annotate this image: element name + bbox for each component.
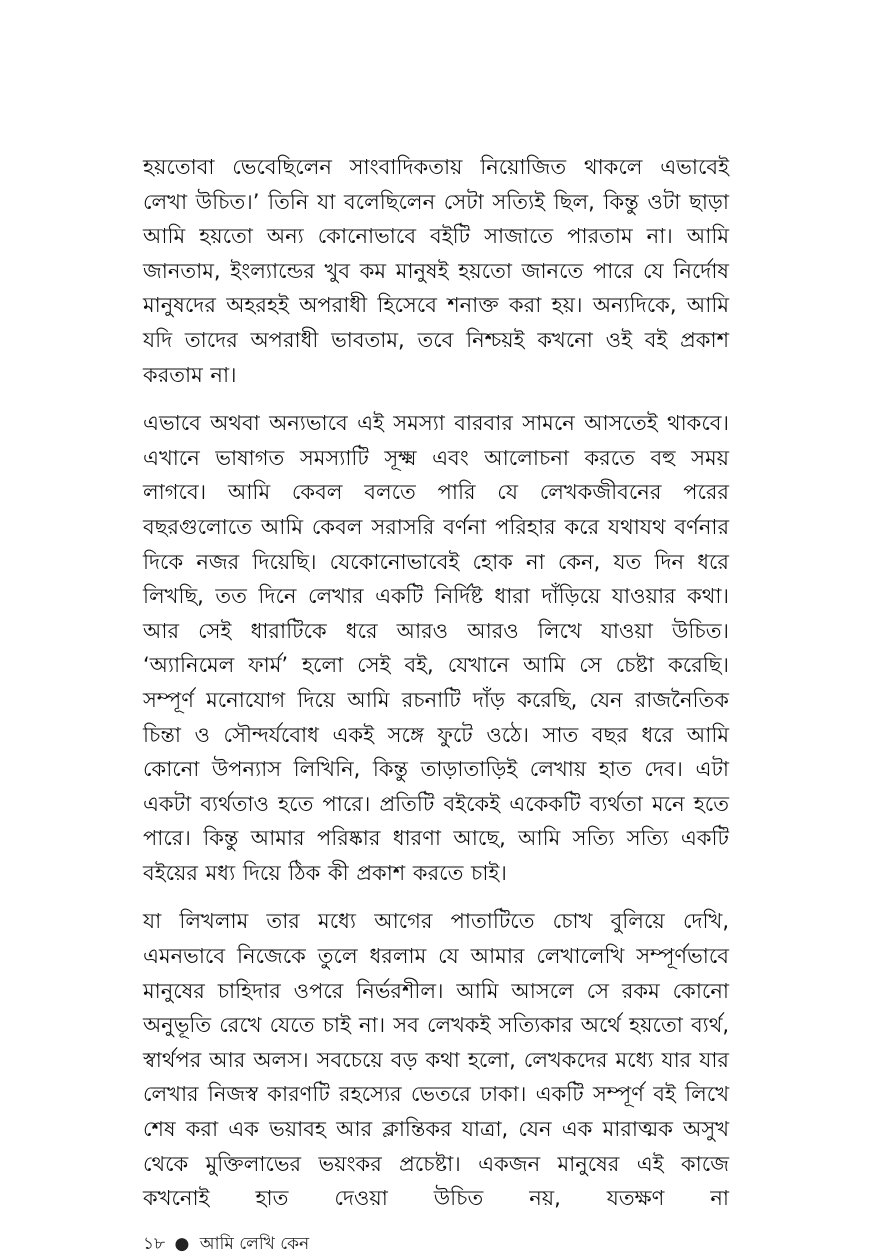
running-title: আমি লেখি কেন bbox=[199, 1234, 310, 1254]
paragraph-2: এভাবে অথবা অন্যভাবে এই সমস্যা বারবার সামনে আসতেই থাকবে। এখানে ভাষাগত সমস্যাটি সূক্ষ্ম এবং আলোচনা করতে বহু সময় লাগবে। আমি কেবল বলতে পারি যে লেখকজীবনের পরের বছরগুলোতে আমি কেবল সরাসরি বর্ণনা পরিহার করে যথাযথ বর্ণনার দিকে নজর দিয়েছি। যেকোনোভাবেই হোক না কেন, যত দিন ধরে লিখছি, তত দিনে লেখার একটি নির্দিষ্ট ধারা দাঁড়িয়ে যাওয়ার কথা। আর সেই ধারাটিকে ধরে আরও আরও লিখে যাওয়া উচিত। ‘অ্যানিমেল ফার্ম’ হলো সেই বই, যেখানে আমি সে চেষ্টা করেছি। সম্পূর্ণ মনোযোগ দিয়ে আমি রচনাটি দাঁড় করেছি, যেন রাজনৈতিক চিন্তা ও সৌন্দর্যবোধ একই সঙ্গে ফুটে ওঠে। সাত বছর ধরে আমি কোনো উপন্যাস লিখিনি, কিন্তু তাড়াতাড়িই লেখায় হাত দেব। এটা একটা ব্যর্থতাও হতে পারে। প্রতিটি বইকেই একেকটি ব্যর্থতা মনে হতে পারে। কিন্তু আমার পরিষ্কার ধারণা আছে, আমি সত্যি সত্যি একটি বইয়ের মধ্য দিয়ে ঠিক কী প্রকাশ করতে চাই। bbox=[143, 411, 729, 885]
page-footer bbox=[143, 1232, 309, 1256]
bullet-separator: ● bbox=[174, 1234, 190, 1254]
paragraph-1: হয়তোবা ভেবেছিলেন সাংবাদিকতায় নিয়োজিত থাকলে এভাবেই লেখা উচিত।’ তিনি যা বলেছিলেন সেটা সত্যিই ছিল, কিন্তু ওটা ছাড়া আমি হয়তো অন্য কোনোভাবে বইটি সাজাতে পারতাম না। আমি জানতাম, ইংল্যান্ডের খুব কম মানুষই হয়তো জানতে পারে যে নির্দোষ মানুষদের অহরহই অপরাধী হিসেবে শনাক্ত করা হয়। অন্যদিকে, আমি যদি তাদের অপরাধী ভাবতাম, তবে নিশ্চয়ই কখনো ওই বই প্রকাশ করতাম না। bbox=[143, 155, 729, 387]
page-number: ১৮ bbox=[143, 1234, 166, 1254]
paragraph-3: যা লিখলাম তার মধ্যে আগের পাতাটিতে চোখ বুলিয়ে দেখি, এমনভাবে নিজেকে তুলে ধরলাম যে আমার লেখালেখি সম্পূর্ণভাবে মানুষের চাহিদার ওপরে নির্ভরশীল। আমি আসলে সে রকম কোনো অনুভূতি রেখে যেতে চাই না। সব লেখকই সত্যিকার অর্থে হয়তো ব্যর্থ, স্বার্থপর আর অলস। সবচেয়ে বড় কথা হলো, লেখকদের মধ্যে যার যার লেখার নিজস্ব কারণটি রহস্যের ভেতরে ঢাকা। একটি সম্পূর্ণ বই লিখে শেষ করা এক ভয়াবহ আর ক্লান্তিকর যাত্রা, যেন এক মারাত্মক অসুখ থেকে মুক্তিলাভের ভয়ংকর প্রচেষ্টা। একজন মানুষের এই কাজে কখনোই হাত দেওয়া উচিত নয়, যতক্ষণ না bbox=[143, 909, 729, 1211]
body-text bbox=[143, 150, 729, 1216]
